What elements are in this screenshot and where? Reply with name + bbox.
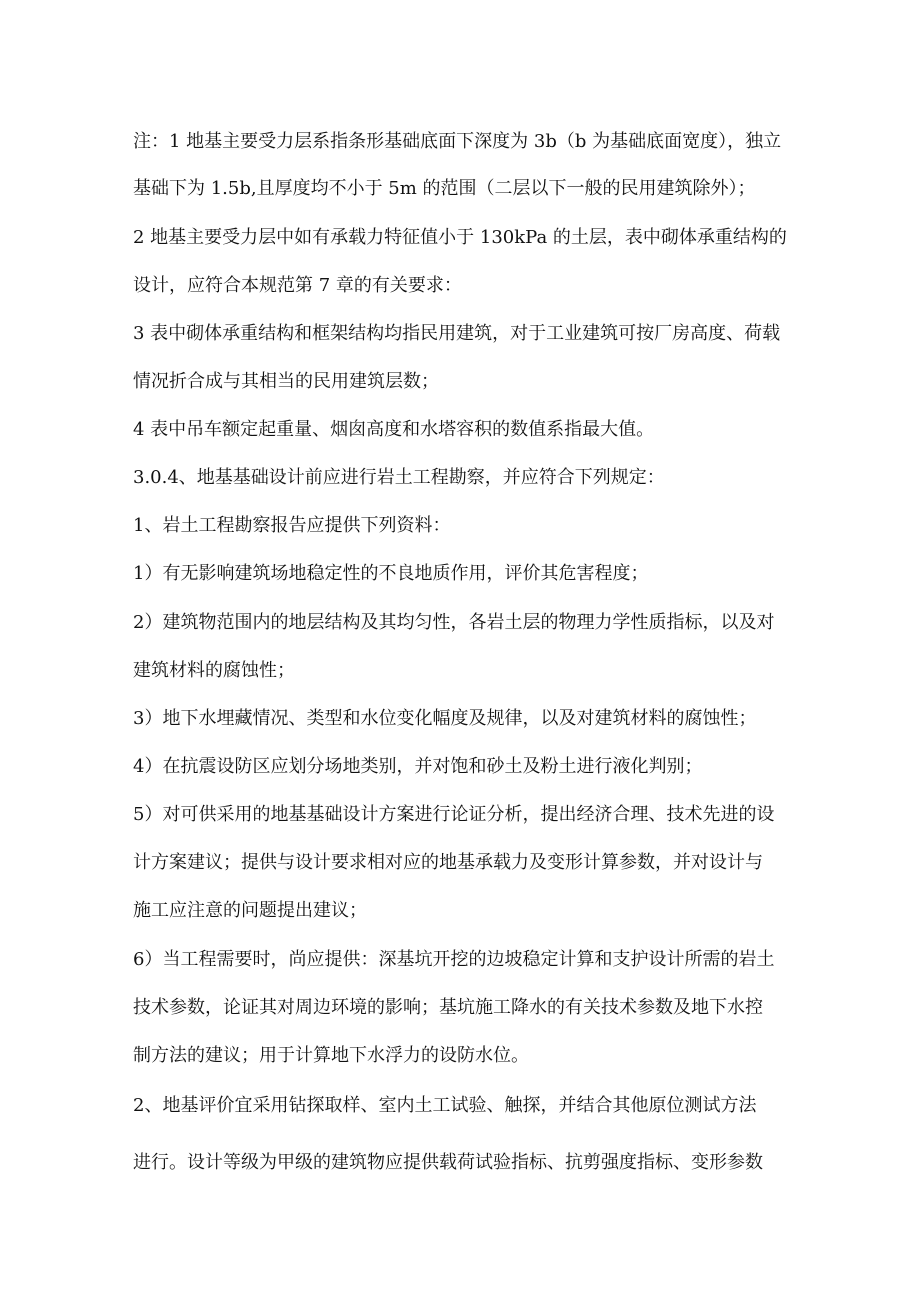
text-line-21: 2、地基评价宜采用钻探取样、室内土工试验、触探，并结合其他原位测试方法 (133, 1095, 757, 1116)
text-line-5: 3 表中砌体承重结构和框架结构均指民用建筑，对于工业建筑可按厂房高度、荷载 (133, 323, 781, 344)
text-line-22: 进行。设计等级为甲级的建筑物应提供载荷试验指标、抗剪强度指标、变形参数 (133, 1152, 763, 1173)
text-line-6: 情况折合成与其相当的民用建筑层数； (133, 371, 439, 392)
text-line-12: 建筑材料的腐蚀性； (133, 660, 295, 681)
text-line-15: 5）对可供采用的地基基础设计方案进行论证分析，提出经济合理、技术先进的设 (133, 804, 775, 825)
text-line-20: 制方法的建议；用于计算地下水浮力的设防水位。 (133, 1045, 529, 1066)
text-line-19: 技术参数，论证其对周边环境的影响；基坑施工降水的有关技术参数及地下水控 (133, 997, 763, 1018)
text-line-4: 设计，应符合本规范第 7 章的有关要求： (133, 275, 462, 296)
text-line-7: 4 表中吊车额定起重量、烟囱高度和水塔容积的数值系指最大值。 (133, 419, 655, 440)
text-line-16: 计方案建议；提供与设计要求相对应的地基承载力及变形计算参数，并对设计与 (133, 852, 763, 873)
text-line-17: 施工应注意的问题提出建议； (133, 900, 367, 921)
text-line-10: 1）有无影响建筑场地稳定性的不良地质作用，评价其危害程度； (133, 563, 649, 584)
text-line-14: 4）在抗震设防区应划分场地类别，并对饱和砂土及粉土进行液化判别； (133, 756, 703, 777)
text-line-18: 6）当工程需要时，尚应提供：深基坑开挖的边坡稳定计算和支护设计所需的岩土 (133, 949, 775, 970)
text-line-3: 2 地基主要受力层中如有承载力特征值小于 130kPa 的土层，表中砌体承重结构的 (133, 227, 787, 248)
text-line-1: 注：1 地基主要受力层系指条形基础底面下深度为 3b（b 为基础底面宽度），独立 (133, 131, 782, 152)
text-line-8: 3.0.4、地基基础设计前应进行岩土工程勘察，并应符合下列规定： (133, 467, 665, 488)
text-line-13: 3）地下水埋藏情况、类型和水位变化幅度及规律，以及对建筑材料的腐蚀性； (133, 708, 757, 729)
text-line-11: 2）建筑物范围内的地层结构及其均匀性，各岩土层的物理力学性质指标，以及对 (133, 612, 775, 633)
text-line-9: 1、岩土工程勘察报告应提供下列资料： (133, 515, 451, 536)
text-line-2: 基础下为 1.5b,且厚度均不小于 5m 的范围（二层以下一般的民用建筑除外）； (133, 178, 756, 199)
